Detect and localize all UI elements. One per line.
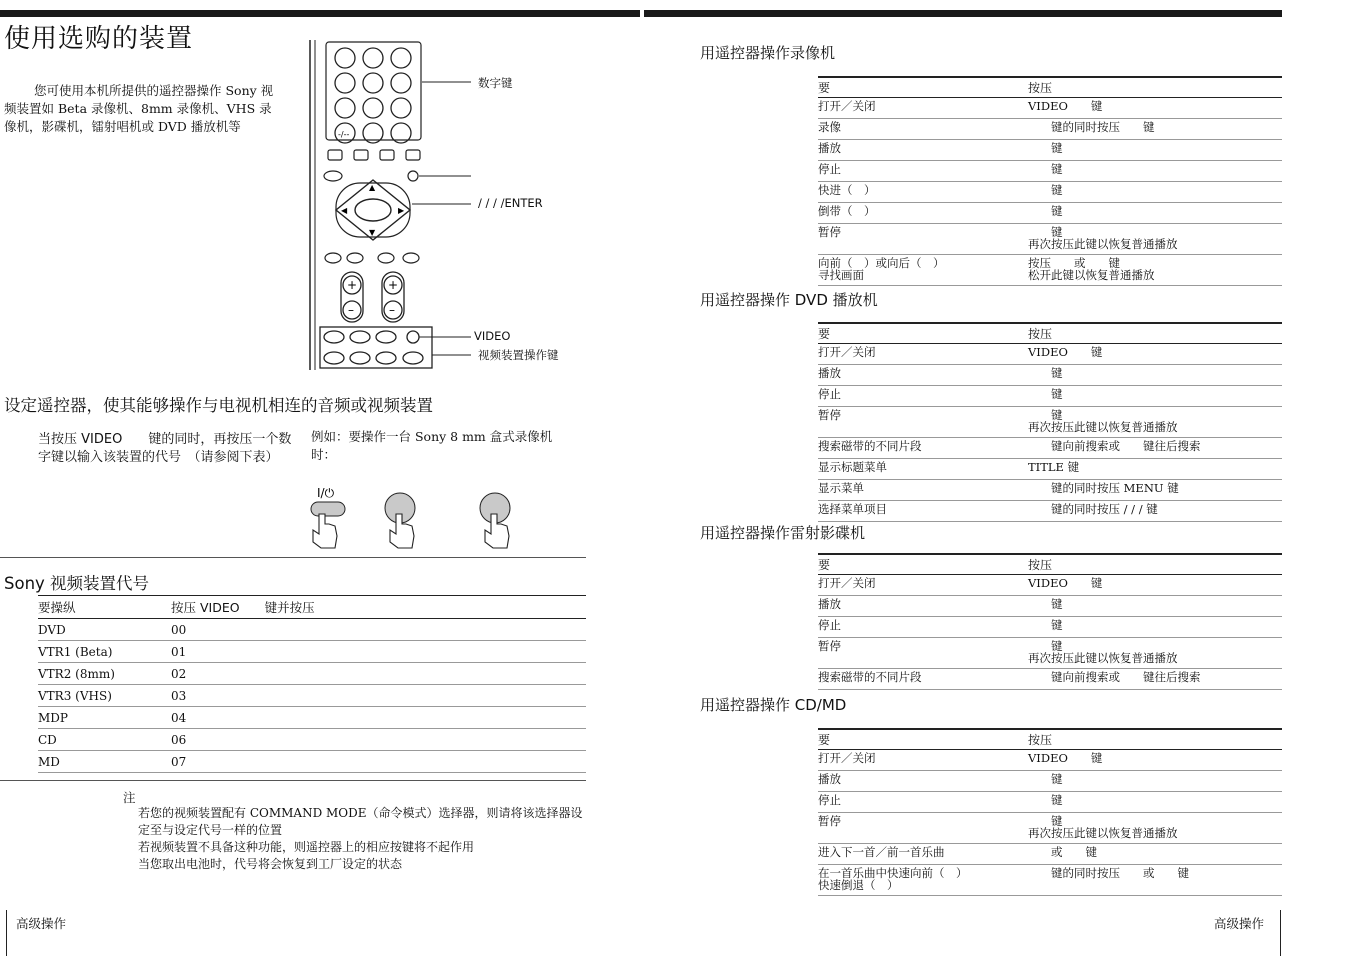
device-codes-table bbox=[38, 595, 586, 773]
press-cell: VIDEO 键 bbox=[1028, 344, 1282, 365]
press-cell: VIDEO 键 bbox=[1028, 98, 1282, 119]
action-cell: 播放 bbox=[818, 596, 1028, 617]
action-cell: 停止 bbox=[818, 617, 1028, 638]
table-row bbox=[818, 407, 1282, 438]
svg-text:+: + bbox=[347, 278, 358, 292]
table-row bbox=[818, 669, 1282, 690]
setup-instruction: 当按压 VIDEO 键的同时，再按压一个数字键以输入该装置的代号 （请参阅下表） bbox=[38, 432, 292, 465]
table-row bbox=[818, 813, 1282, 844]
action-cell: 向前（ ）或向后（ ） 寻找画面 bbox=[818, 255, 1028, 286]
table-row bbox=[818, 255, 1282, 286]
press-cell: 键向前搜索或 键往后搜索 bbox=[1028, 438, 1282, 459]
top-rule-right bbox=[644, 10, 1282, 17]
power-symbol-label: I/⏻ bbox=[317, 486, 335, 500]
press-cell: 或 键 bbox=[1028, 844, 1282, 865]
ld-section-title: 用遥控器操作雷射影碟机 bbox=[700, 524, 866, 542]
table-row bbox=[818, 480, 1282, 501]
codes-header-code: 按压 VIDEO 键并按压 bbox=[171, 596, 586, 619]
table-row bbox=[818, 182, 1282, 203]
dvd-header-action: 要 bbox=[818, 323, 1028, 344]
svg-text:▼: ▼ bbox=[369, 228, 376, 237]
vcr-section-title: 用遥控器操作录像机 bbox=[700, 44, 836, 62]
press-cell: 键的同时按压 键 bbox=[1028, 119, 1282, 140]
ld-table bbox=[818, 553, 1282, 690]
press-cell: 键 bbox=[1028, 771, 1282, 792]
cdmd-table bbox=[818, 728, 1282, 896]
svg-text:◀: ◀ bbox=[341, 206, 348, 215]
press-cell: 键 再次按压此键以恢复普通播放 bbox=[1028, 407, 1282, 438]
table-row bbox=[818, 98, 1282, 119]
footer-left: 高级操作 bbox=[16, 916, 67, 931]
note-label: 注 bbox=[123, 790, 136, 805]
svg-text:–: – bbox=[348, 303, 354, 317]
table-row bbox=[818, 792, 1282, 813]
svg-text:▶: ▶ bbox=[398, 206, 405, 215]
vcr-header-action: 要 bbox=[818, 77, 1028, 98]
device-code: 04 bbox=[171, 707, 586, 729]
press-cell: 按压 或 键 松开此键以恢复普通播放 bbox=[1028, 255, 1282, 286]
press-cell: 键 bbox=[1028, 792, 1282, 813]
svg-text:-/--: -/-- bbox=[338, 130, 350, 139]
note-item: 若视频装置不具备这种功能，则遥控器上的相应按键将不起作用 bbox=[138, 840, 475, 854]
device-name: DVD bbox=[38, 619, 171, 641]
action-cell: 显示标题菜单 bbox=[818, 459, 1028, 480]
footer-right: 高级操作 bbox=[1214, 916, 1265, 931]
table-row bbox=[818, 161, 1282, 182]
footer-rule-right bbox=[1280, 910, 1281, 956]
action-cell: 停止 bbox=[818, 161, 1028, 182]
vcr-table bbox=[818, 76, 1282, 286]
action-cell: 快进（ ） bbox=[818, 182, 1028, 203]
device-name: VTR2 (8mm) bbox=[38, 663, 171, 685]
dvd-section-title: 用遥控器操作 DVD 播放机 bbox=[700, 291, 878, 309]
callout-device-keys: 视频装置操作键 bbox=[478, 348, 559, 362]
table-row bbox=[818, 575, 1282, 596]
table-row bbox=[818, 638, 1282, 669]
press-cell: 键 bbox=[1028, 140, 1282, 161]
codes-header-device: 要操纵 bbox=[38, 596, 171, 619]
button-press-illustration bbox=[305, 484, 525, 552]
action-cell: 打开／关闭 bbox=[818, 575, 1028, 596]
action-cell: 打开／关闭 bbox=[818, 344, 1028, 365]
press-cell: 键 bbox=[1028, 596, 1282, 617]
table-row bbox=[38, 685, 586, 707]
press-cell: 键 bbox=[1028, 617, 1282, 638]
ld-header-press: 按压 bbox=[1028, 554, 1282, 575]
table-row bbox=[818, 844, 1282, 865]
press-cell: 键 bbox=[1028, 386, 1282, 407]
action-cell: 暂停 bbox=[818, 638, 1028, 669]
table-row bbox=[818, 865, 1282, 896]
table-row bbox=[38, 707, 586, 729]
intro-paragraph: 您可使用本机所提供的遥控器操作 Sony 视频装置如 Beta 录像机、8mm 录像机、VHS 录像机，影碟机，镭射唱机或 DVD 播放机等 bbox=[4, 83, 274, 134]
table-row bbox=[38, 729, 586, 751]
action-cell: 搜索磁带的不同片段 bbox=[818, 669, 1028, 690]
action-cell: 播放 bbox=[818, 140, 1028, 161]
device-name: MDP bbox=[38, 707, 171, 729]
press-cell: VIDEO 键 bbox=[1028, 575, 1282, 596]
table-row bbox=[818, 501, 1282, 522]
action-cell: 暂停 bbox=[818, 407, 1028, 438]
table-row bbox=[818, 203, 1282, 224]
table-row bbox=[818, 617, 1282, 638]
table-row bbox=[818, 771, 1282, 792]
action-cell: 倒带（ ） bbox=[818, 203, 1028, 224]
press-cell: 键的同时按压 或 键 bbox=[1028, 865, 1282, 896]
action-cell: 暂停 bbox=[818, 224, 1028, 255]
press-cell: 键向前搜索或 键往后搜索 bbox=[1028, 669, 1282, 690]
device-code: 01 bbox=[171, 641, 586, 663]
divider-setup bbox=[0, 557, 586, 558]
callout-video: VIDEO bbox=[474, 329, 511, 343]
device-code: 07 bbox=[171, 751, 586, 773]
page-title: 使用选购的装置 bbox=[4, 24, 194, 54]
ld-header-action: 要 bbox=[818, 554, 1028, 575]
device-name: VTR3 (VHS) bbox=[38, 685, 171, 707]
table-row bbox=[818, 386, 1282, 407]
callout-number-keys: 数字键 bbox=[478, 76, 513, 90]
divider-codes bbox=[0, 780, 586, 781]
note-item: 当您取出电池时，代号将会恢复到工厂设定的状态 bbox=[138, 857, 403, 871]
device-name: VTR1 (Beta) bbox=[38, 641, 171, 663]
action-cell: 显示菜单 bbox=[818, 480, 1028, 501]
action-cell: 暂停 bbox=[818, 813, 1028, 844]
table-row bbox=[818, 365, 1282, 386]
note-item: 若您的视频装置配有 COMMAND MODE（命令模式）选择器，则请将该选择器设定至与设定代号一样的位置 bbox=[138, 806, 583, 837]
dvd-table bbox=[818, 322, 1282, 522]
svg-text:▲: ▲ bbox=[369, 183, 376, 192]
table-row bbox=[38, 663, 586, 685]
action-cell: 选择菜单项目 bbox=[818, 501, 1028, 522]
table-row bbox=[818, 750, 1282, 771]
action-cell: 停止 bbox=[818, 386, 1028, 407]
action-cell: 进入下一首／前一首乐曲 bbox=[818, 844, 1028, 865]
action-cell: 录像 bbox=[818, 119, 1028, 140]
table-row bbox=[818, 140, 1282, 161]
press-cell: 键的同时按压 MENU 键 bbox=[1028, 480, 1282, 501]
table-row bbox=[38, 619, 586, 641]
svg-text:+: + bbox=[388, 278, 399, 292]
table-row bbox=[818, 119, 1282, 140]
device-name: CD bbox=[38, 729, 171, 751]
table-row bbox=[818, 344, 1282, 365]
action-cell: 在一首乐曲中快速向前（ ） 快速倒退（ ） bbox=[818, 865, 1028, 896]
press-cell: 键的同时按压 / / / 键 bbox=[1028, 501, 1282, 522]
action-cell: 打开／关闭 bbox=[818, 98, 1028, 119]
press-cell: 键 bbox=[1028, 365, 1282, 386]
table-row bbox=[818, 438, 1282, 459]
device-code: 00 bbox=[171, 619, 586, 641]
press-cell: 键 再次按压此键以恢复普通播放 bbox=[1028, 813, 1282, 844]
device-code: 06 bbox=[171, 729, 586, 751]
press-cell: VIDEO 键 bbox=[1028, 750, 1282, 771]
press-cell: 键 再次按压此键以恢复普通播放 bbox=[1028, 224, 1282, 255]
cdmd-header-press: 按压 bbox=[1028, 729, 1282, 750]
table-row bbox=[818, 459, 1282, 480]
notes-list bbox=[138, 805, 583, 873]
press-cell: 键 再次按压此键以恢复普通播放 bbox=[1028, 638, 1282, 669]
top-rule-left bbox=[0, 10, 640, 17]
table-row bbox=[38, 641, 586, 663]
device-code: 03 bbox=[171, 685, 586, 707]
press-cell: 键 bbox=[1028, 161, 1282, 182]
callout-enter: / / / /ENTER bbox=[478, 196, 543, 210]
action-cell: 播放 bbox=[818, 771, 1028, 792]
press-cell: TITLE 键 bbox=[1028, 459, 1282, 480]
action-cell: 播放 bbox=[818, 365, 1028, 386]
cdmd-section-title: 用遥控器操作 CD/MD bbox=[700, 696, 847, 714]
action-cell: 停止 bbox=[818, 792, 1028, 813]
vcr-header-press: 按压 bbox=[1028, 77, 1282, 98]
device-name: MD bbox=[38, 751, 171, 773]
setup-section-title: 设定遥控器，使其能够操作与电视机相连的音频或视频装置 bbox=[4, 396, 433, 415]
device-code: 02 bbox=[171, 663, 586, 685]
press-cell: 键 bbox=[1028, 182, 1282, 203]
table-row bbox=[818, 224, 1282, 255]
codes-title: Sony 视频装置代号 bbox=[4, 574, 150, 593]
dvd-header-press: 按压 bbox=[1028, 323, 1282, 344]
action-cell: 打开／关闭 bbox=[818, 750, 1028, 771]
action-cell: 搜索磁带的不同片段 bbox=[818, 438, 1028, 459]
setup-example: 例如：要操作一台 Sony 8 mm 盒式录像机时： bbox=[311, 429, 553, 462]
press-cell: 键 bbox=[1028, 203, 1282, 224]
cdmd-header-action: 要 bbox=[818, 729, 1028, 750]
svg-text:–: – bbox=[389, 303, 395, 317]
footer-rule-left bbox=[6, 910, 7, 956]
table-row bbox=[818, 596, 1282, 617]
table-row bbox=[38, 751, 586, 773]
